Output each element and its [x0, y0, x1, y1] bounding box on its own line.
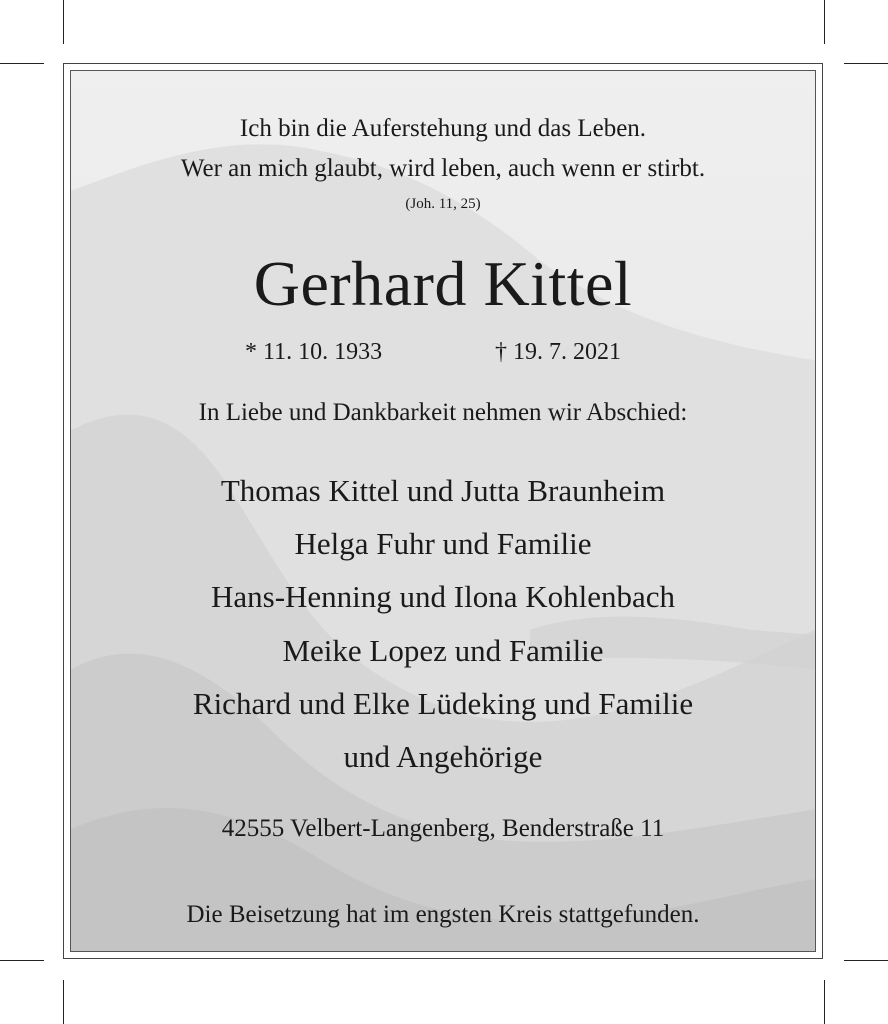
- crop-mark: [824, 0, 825, 44]
- mourner-line: Richard und Elke Lüdeking und Familie: [192, 686, 694, 721]
- crop-mark: [844, 960, 888, 961]
- bible-verse-reference: (Joh. 11, 25): [405, 196, 481, 212]
- life-dates: [71, 339, 815, 369]
- birth-date: * 11. 10. 1933: [245, 339, 383, 365]
- mourner-line: Thomas Kittel und Jutta Braunheim: [220, 473, 666, 508]
- farewell-intro: In Liebe und Dankbarkeit nehmen wir Abschied:: [198, 399, 688, 426]
- deceased-name: Gerhard Kittel: [253, 248, 633, 319]
- crop-mark: [63, 0, 64, 44]
- burial-note: Die Beisetzung hat im engsten Kreis stattgefunden.: [186, 901, 700, 928]
- address: 42555 Velbert-Langenberg, Benderstraße 11: [221, 815, 665, 842]
- crop-mark: [0, 960, 44, 961]
- obituary-notice: [70, 70, 816, 952]
- crop-mark: [0, 63, 44, 64]
- crop-mark: [824, 980, 825, 1024]
- mourner-line: Helga Fuhr und Familie: [294, 526, 592, 561]
- death-date: † 19. 7. 2021: [495, 339, 621, 365]
- crop-mark: [844, 63, 888, 64]
- bible-verse-line-1: Ich bin die Auferstehung und das Leben.: [239, 115, 647, 142]
- bible-verse-line-2: Wer an mich glaubt, wird leben, auch wenn er stirbt.: [180, 155, 706, 182]
- mourner-line: Meike Lopez und Familie: [282, 633, 604, 668]
- mourner-line: Hans-Henning und Ilona Kohlenbach: [210, 579, 676, 614]
- crop-mark: [63, 980, 64, 1024]
- mourner-line: und Angehörige: [343, 739, 543, 774]
